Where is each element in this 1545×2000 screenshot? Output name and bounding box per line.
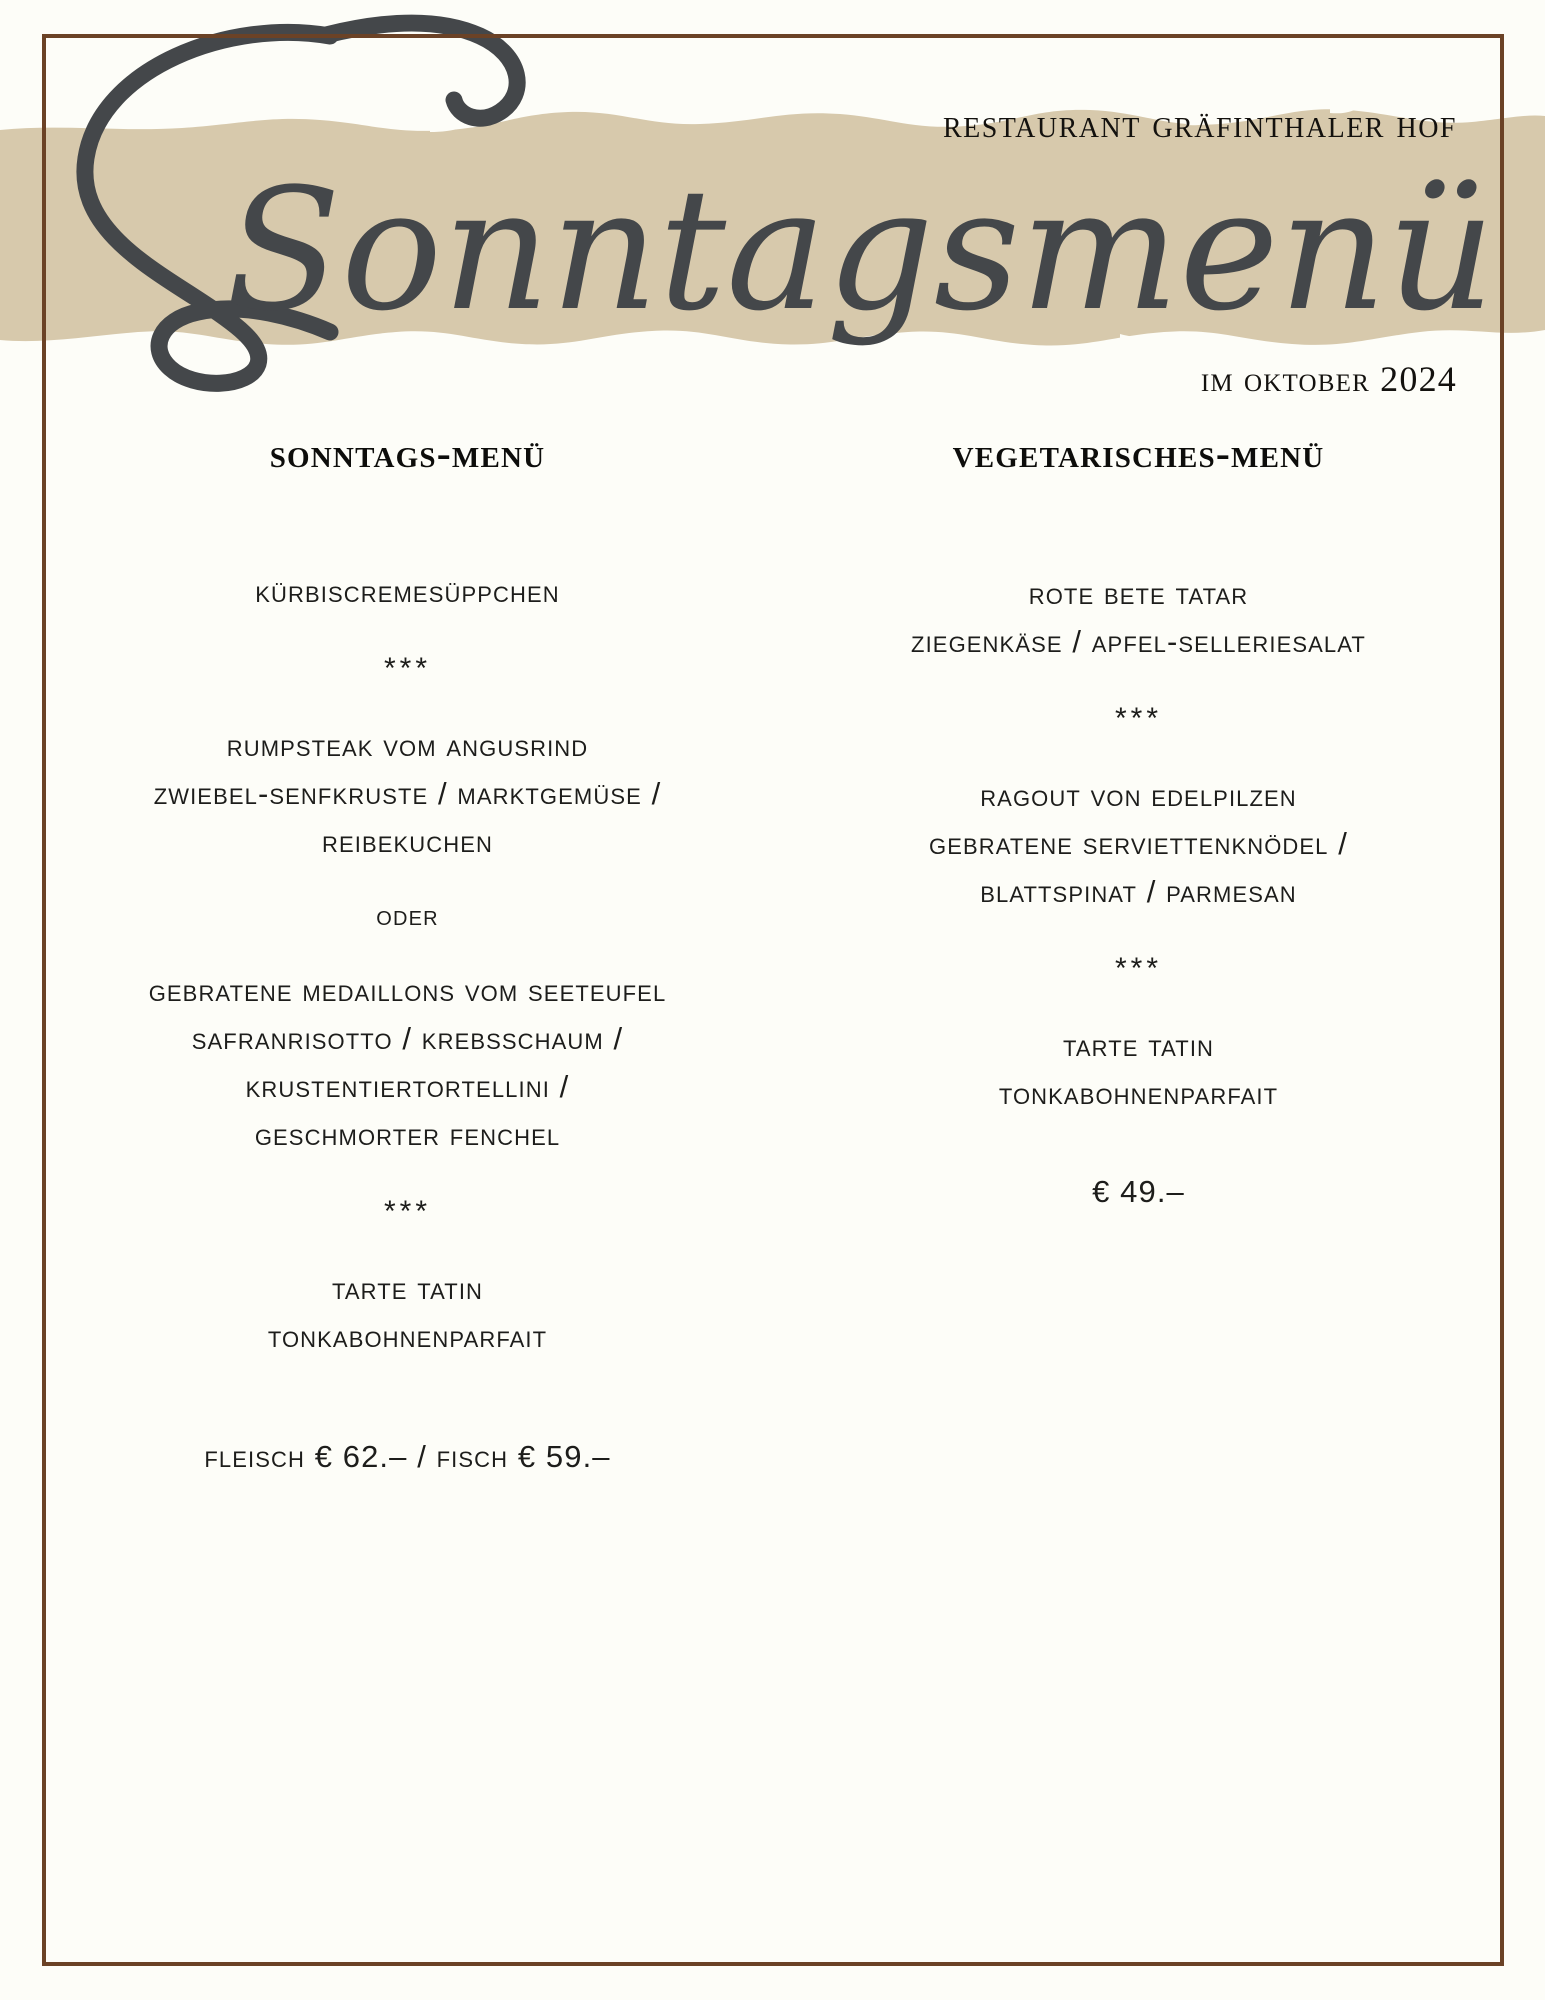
course-line: ziegenkäse / apfel-selleriesalat	[911, 624, 1366, 660]
course-line: krustentiertortellini /	[245, 1069, 570, 1105]
course-line: tonkabohnenparfait	[267, 1319, 548, 1355]
vegetarian-menu-column	[773, 430, 1504, 1210]
course-line: rote bete tatar	[1028, 576, 1249, 611]
restaurant-name: restaurant gräfinthaler hof	[942, 101, 1457, 146]
course-separator: ***	[1114, 952, 1163, 986]
vegetarian-main	[797, 772, 1480, 916]
course-separator: ***	[383, 652, 432, 686]
course-line: safranrisotto / krebsschaum /	[191, 1021, 624, 1057]
course-line: zwiebel-senfkruste / marktgemüse /	[153, 776, 662, 812]
sunday-dessert	[66, 1265, 749, 1361]
sunday-menu-heading: sonntags-menü	[269, 431, 546, 477]
course-line: tarte tatin	[1062, 1028, 1215, 1064]
vegetarian-menu-price: € 49.–	[1092, 1174, 1185, 1210]
course-separator: ***	[383, 1195, 432, 1229]
sunday-main-meat	[66, 722, 749, 866]
vegetarian-starter	[797, 570, 1480, 666]
course-line: kürbiscremesüppchen	[255, 574, 560, 609]
spacer	[797, 1118, 1480, 1174]
script-title-text: Sonntagsmenü	[226, 152, 1496, 348]
course-line: ragout von edelpilzen	[980, 778, 1297, 814]
sunday-main-fish	[66, 967, 749, 1159]
course-line: blattspinat / parmesan	[980, 874, 1297, 910]
sunday-menu-column	[42, 430, 773, 1475]
vegetarian-dessert	[797, 1022, 1480, 1118]
course-line: gebratene medaillons vom seeteufel	[148, 973, 667, 1009]
course-line: rumpsteak vom angusrind	[226, 728, 589, 764]
vegetarian-menu-heading: vegetarisches-menü	[952, 431, 1325, 477]
course-separator: ***	[1114, 702, 1163, 736]
sunday-menu-price: fleisch € 62.– / fisch € 59.–	[204, 1439, 611, 1475]
menu-month-label: im oktober 2024	[1200, 359, 1457, 399]
sunday-starter	[66, 568, 749, 616]
menu-columns	[42, 430, 1504, 1475]
spacer	[66, 1361, 749, 1439]
course-line: tonkabohnenparfait	[998, 1076, 1279, 1112]
course-line: gebratene serviettenknödel /	[929, 826, 1348, 862]
alternative-separator: oder	[376, 900, 439, 933]
course-line: geschmorter fenchel	[254, 1117, 561, 1153]
course-line: tarte tatin	[331, 1271, 484, 1307]
course-line: reibekuchen	[321, 824, 494, 860]
